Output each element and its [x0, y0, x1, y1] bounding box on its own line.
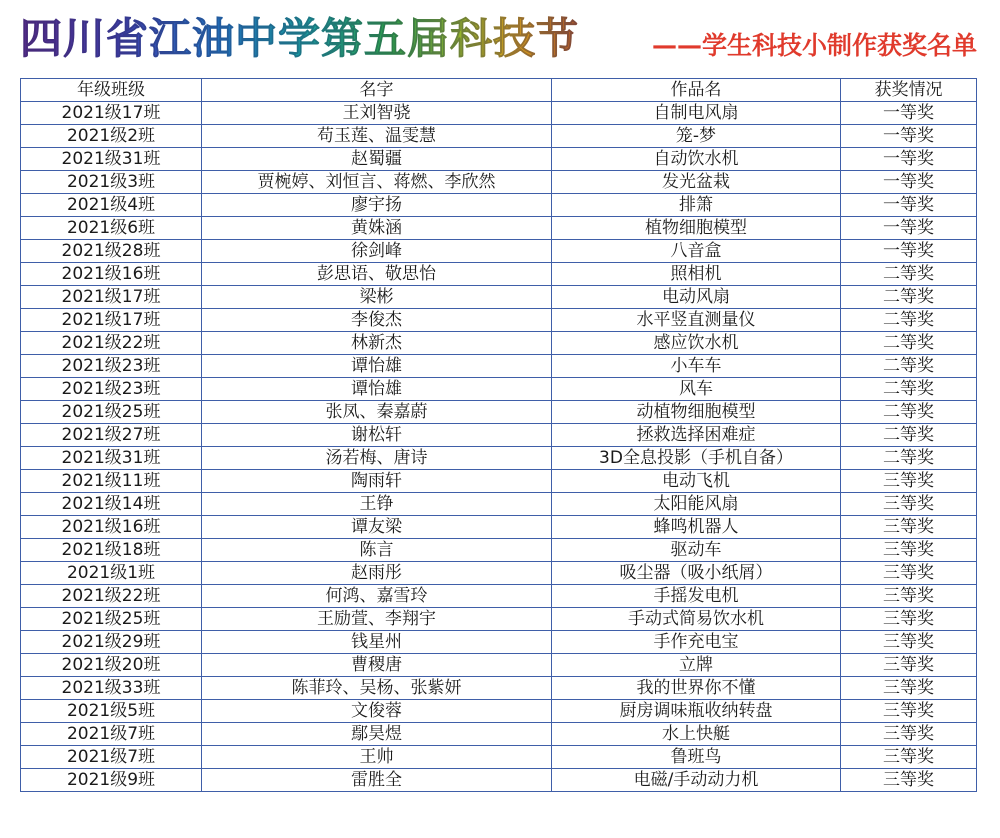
column-header-work: 作品名 [552, 79, 841, 102]
cell-name: 何鸿、嘉雪玲 [202, 585, 552, 608]
table-row [21, 171, 977, 194]
cell-name: 谭友梁 [202, 516, 552, 539]
cell-work: 电动飞机 [552, 470, 841, 493]
table-row [21, 470, 977, 493]
cell-award: 三等奖 [841, 677, 977, 700]
cell-name: 贾椀婷、刘恒言、蒋燃、李欣然 [202, 171, 552, 194]
cell-award: 三等奖 [841, 654, 977, 677]
table-row [21, 493, 977, 516]
cell-work: 驱动车 [552, 539, 841, 562]
table-header-row [21, 79, 977, 102]
cell-name: 徐剑峰 [202, 240, 552, 263]
cell-award: 一等奖 [841, 194, 977, 217]
table-row [21, 746, 977, 769]
table-row [21, 585, 977, 608]
cell-class: 2021级23班 [21, 378, 202, 401]
cell-name: 王励萱、李翔宇 [202, 608, 552, 631]
cell-class: 2021级22班 [21, 585, 202, 608]
cell-work: 笼-梦 [552, 125, 841, 148]
cell-name: 汤若梅、唐诗 [202, 447, 552, 470]
cell-class: 2021级7班 [21, 746, 202, 769]
cell-class: 2021级31班 [21, 447, 202, 470]
cell-work: 手摇发电机 [552, 585, 841, 608]
table-row [21, 447, 977, 470]
cell-class: 2021级28班 [21, 240, 202, 263]
table-row [21, 263, 977, 286]
cell-award: 二等奖 [841, 424, 977, 447]
cell-name: 王铮 [202, 493, 552, 516]
cell-award: 一等奖 [841, 148, 977, 171]
cell-name: 曹稷唐 [202, 654, 552, 677]
cell-work: 3D全息投影（手机自备） [552, 447, 841, 470]
table-row [21, 562, 977, 585]
cell-award: 三等奖 [841, 516, 977, 539]
table-row [21, 723, 977, 746]
cell-name: 鄢昊煜 [202, 723, 552, 746]
cell-award: 三等奖 [841, 723, 977, 746]
cell-name: 梁彬 [202, 286, 552, 309]
cell-work: 八音盒 [552, 240, 841, 263]
table-row [21, 424, 977, 447]
cell-award: 二等奖 [841, 447, 977, 470]
cell-name: 谭怡雄 [202, 355, 552, 378]
table-row [21, 654, 977, 677]
table-row [21, 355, 977, 378]
table-row [21, 332, 977, 355]
cell-class: 2021级25班 [21, 608, 202, 631]
cell-class: 2021级31班 [21, 148, 202, 171]
cell-name: 谢松轩 [202, 424, 552, 447]
cell-work: 自动饮水机 [552, 148, 841, 171]
table-row [21, 125, 977, 148]
awards-table [20, 78, 977, 792]
cell-class: 2021级23班 [21, 355, 202, 378]
cell-award: 三等奖 [841, 470, 977, 493]
cell-class: 2021级14班 [21, 493, 202, 516]
cell-award: 二等奖 [841, 263, 977, 286]
cell-name: 彭思语、敬思怡 [202, 263, 552, 286]
cell-work: 鲁班鸟 [552, 746, 841, 769]
cell-name: 黄姝涵 [202, 217, 552, 240]
cell-work: 立牌 [552, 654, 841, 677]
cell-class: 2021级22班 [21, 332, 202, 355]
cell-class: 2021级2班 [21, 125, 202, 148]
table-row [21, 240, 977, 263]
table-body [21, 102, 977, 792]
cell-name: 苟玉莲、温雯慧 [202, 125, 552, 148]
column-header-name: 名字 [202, 79, 552, 102]
cell-award: 二等奖 [841, 332, 977, 355]
column-header-class: 年级班级 [21, 79, 202, 102]
page-subtitle: ——学生科技小制作获奖名单 [652, 31, 978, 60]
cell-work: 蜂鸣机器人 [552, 516, 841, 539]
table-row [21, 769, 977, 792]
cell-work: 电动风扇 [552, 286, 841, 309]
cell-award: 一等奖 [841, 102, 977, 125]
cell-work: 厨房调味瓶收纳转盘 [552, 700, 841, 723]
cell-award: 一等奖 [841, 171, 977, 194]
cell-name: 赵蜀疆 [202, 148, 552, 171]
cell-award: 一等奖 [841, 240, 977, 263]
cell-class: 2021级25班 [21, 401, 202, 424]
cell-class: 2021级16班 [21, 516, 202, 539]
cell-name: 李俊杰 [202, 309, 552, 332]
cell-work: 吸尘器（吸小纸屑） [552, 562, 841, 585]
cell-name: 钱星州 [202, 631, 552, 654]
cell-class: 2021级5班 [21, 700, 202, 723]
cell-class: 2021级17班 [21, 286, 202, 309]
cell-award: 三等奖 [841, 539, 977, 562]
cell-work: 排箫 [552, 194, 841, 217]
cell-class: 2021级9班 [21, 769, 202, 792]
cell-work: 感应饮水机 [552, 332, 841, 355]
cell-class: 2021级17班 [21, 102, 202, 125]
cell-class: 2021级17班 [21, 309, 202, 332]
table-row [21, 102, 977, 125]
cell-name: 廖宇扬 [202, 194, 552, 217]
cell-class: 2021级1班 [21, 562, 202, 585]
cell-award: 三等奖 [841, 608, 977, 631]
page-title: 四川省江油中学第五届科技节 [20, 10, 579, 68]
cell-award: 三等奖 [841, 493, 977, 516]
cell-name: 林新杰 [202, 332, 552, 355]
table-row [21, 516, 977, 539]
cell-name: 谭怡雄 [202, 378, 552, 401]
cell-class: 2021级29班 [21, 631, 202, 654]
cell-class: 2021级6班 [21, 217, 202, 240]
cell-class: 2021级18班 [21, 539, 202, 562]
cell-class: 2021级11班 [21, 470, 202, 493]
cell-work: 发光盆栽 [552, 171, 841, 194]
cell-name: 王帅 [202, 746, 552, 769]
cell-award: 三等奖 [841, 562, 977, 585]
table-row [21, 378, 977, 401]
column-header-award: 获奖情况 [841, 79, 977, 102]
table-row [21, 148, 977, 171]
cell-work: 手作充电宝 [552, 631, 841, 654]
table-row [21, 700, 977, 723]
table-row [21, 677, 977, 700]
cell-class: 2021级4班 [21, 194, 202, 217]
cell-work: 照相机 [552, 263, 841, 286]
cell-award: 二等奖 [841, 378, 977, 401]
cell-name: 雷胜全 [202, 769, 552, 792]
cell-award: 二等奖 [841, 401, 977, 424]
cell-class: 2021级7班 [21, 723, 202, 746]
table-row [21, 608, 977, 631]
cell-work: 自制电风扇 [552, 102, 841, 125]
cell-class: 2021级16班 [21, 263, 202, 286]
cell-work: 电磁/手动动力机 [552, 769, 841, 792]
cell-award: 一等奖 [841, 217, 977, 240]
cell-work: 动植物细胞模型 [552, 401, 841, 424]
cell-name: 王刘智骁 [202, 102, 552, 125]
cell-work: 水上快艇 [552, 723, 841, 746]
table-row [21, 286, 977, 309]
cell-name: 文俊蓉 [202, 700, 552, 723]
cell-award: 三等奖 [841, 746, 977, 769]
cell-work: 小车车 [552, 355, 841, 378]
cell-work: 风车 [552, 378, 841, 401]
cell-class: 2021级20班 [21, 654, 202, 677]
cell-work: 植物细胞模型 [552, 217, 841, 240]
cell-name: 陈言 [202, 539, 552, 562]
cell-class: 2021级3班 [21, 171, 202, 194]
cell-class: 2021级27班 [21, 424, 202, 447]
cell-class: 2021级33班 [21, 677, 202, 700]
cell-award: 三等奖 [841, 585, 977, 608]
cell-award: 三等奖 [841, 769, 977, 792]
table-row [21, 309, 977, 332]
table-row [21, 217, 977, 240]
cell-work: 我的世界你不懂 [552, 677, 841, 700]
cell-work: 水平竖直测量仪 [552, 309, 841, 332]
cell-name: 陶雨轩 [202, 470, 552, 493]
cell-award: 二等奖 [841, 286, 977, 309]
table-row [21, 631, 977, 654]
cell-work: 手动式简易饮水机 [552, 608, 841, 631]
cell-award: 二等奖 [841, 309, 977, 332]
cell-award: 三等奖 [841, 631, 977, 654]
cell-name: 赵雨彤 [202, 562, 552, 585]
cell-award: 二等奖 [841, 355, 977, 378]
cell-work: 拯救选择困难症 [552, 424, 841, 447]
cell-award: 一等奖 [841, 125, 977, 148]
header [0, 0, 1000, 76]
cell-award: 三等奖 [841, 700, 977, 723]
cell-work: 太阳能风扇 [552, 493, 841, 516]
cell-name: 陈菲玲、吴杨、张紫妍 [202, 677, 552, 700]
table-row [21, 401, 977, 424]
table-row [21, 539, 977, 562]
table-row [21, 194, 977, 217]
cell-name: 张凤、秦嘉蔚 [202, 401, 552, 424]
